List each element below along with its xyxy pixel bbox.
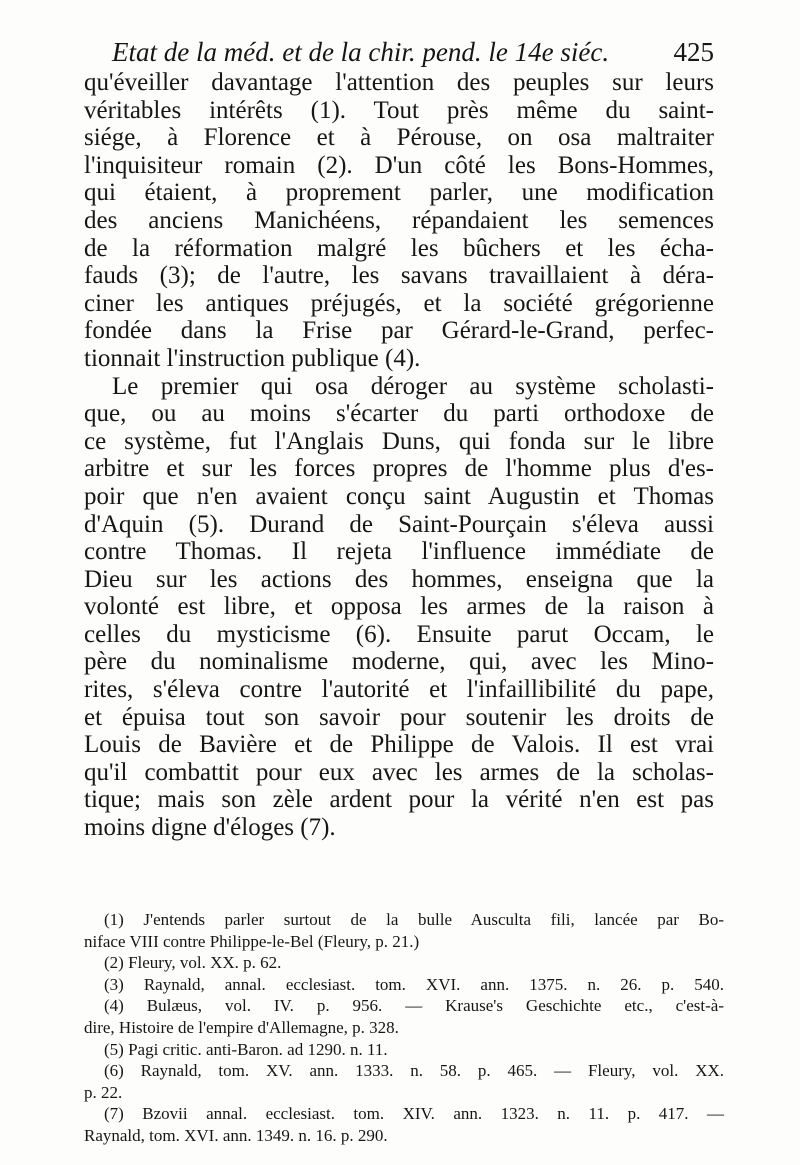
text-line: père du nominalisme moderne, qui, avec les Mino- <box>84 648 714 676</box>
footnote-6-cont: p. 22. <box>84 1082 123 1102</box>
main-text <box>84 69 714 842</box>
text-line: Le premier qui osa déroger au système scholasti- <box>112 372 714 400</box>
text-line: celles du mysticisme (6). Ensuite parut Occam, le <box>84 620 714 648</box>
text-line: contre Thomas. Il rejeta l'influence immédiate de <box>84 538 714 566</box>
text-line: volonté est libre, et opposa les armes de la raison à <box>84 593 714 621</box>
text-line: que, ou au moins s'écarter du parti orthodoxe de <box>84 400 714 428</box>
text-line: siége, à Florence et à Pérouse, on osa maltraiter <box>84 124 714 152</box>
footnote-1-cont: niface VIII contre Philippe-le-Bel (Fleury, p. 21.) <box>84 931 420 951</box>
paragraph-2 <box>84 373 714 842</box>
page-number: 425 <box>673 37 714 67</box>
running-header <box>112 36 712 68</box>
text-line: tionnait l'instruction publique (4). <box>84 344 421 372</box>
text-line: l'inquisiteur romain (2). D'un côté les Bons-Hommes, <box>84 151 714 179</box>
footnote-3: (3) Raynald, annal. ecclesiast. tom. XVI. ann. 1375. n. 26. p. 540. <box>104 974 724 994</box>
footnote-4-cont: dire, Histoire de l'empire d'Allemagne, p. 328. <box>84 1017 399 1037</box>
text-line: ciner les antiques préjugés, et la société grégorienne <box>84 289 714 317</box>
text-line: véritables intérêts (1). Tout près même du saint- <box>84 96 714 124</box>
paragraph-1 <box>84 69 714 373</box>
text-line: rites, s'éleva contre l'autorité et l'infaillibilité du pape, <box>84 676 714 704</box>
text-line: et épuisa tout son savoir pour soutenir les droits de <box>84 703 714 731</box>
text-line: des anciens Manichéens, répandaient les semences <box>84 206 714 234</box>
text-line: qu'il combattit pour eux avec les armes de la scholas- <box>84 758 714 786</box>
footnote-7: (7) Bzovii annal. ecclesiast. tom. XIV. ann. 1323. n. 11. p. 417. — <box>104 1104 724 1124</box>
footnote-6: (6) Raynald, tom. XV. ann. 1333. n. 58. p. 465. — Fleury, vol. XX. <box>104 1061 724 1081</box>
text-line: d'Aquin (5). Durand de Saint-Pourçain s'éleva aussi <box>84 510 714 538</box>
text-line: ce système, fut l'Anglais Duns, qui fonda sur le libre <box>84 427 714 455</box>
text-line: fondée dans la Frise par Gérard-le-Grand, perfec- <box>84 317 714 345</box>
footnote-4: (4) Bulæus, vol. IV. p. 956. — Krause's Geschichte etc., c'est-à- <box>104 996 724 1016</box>
footnote-7-cont: Raynald, tom. XVI. ann. 1349. n. 16. p. 290. <box>84 1125 388 1145</box>
text-line: fauds (3); de l'autre, les savans travaillaient à déra- <box>84 262 714 290</box>
text-line: poir que n'en avaient conçu saint Augustin et Thomas <box>84 482 714 510</box>
text-line: de la réformation malgré les bûchers et les écha- <box>84 234 714 262</box>
text-line: moins digne d'éloges (7). <box>84 814 336 842</box>
text-line: arbitre et sur les forces propres de l'homme plus d'es- <box>84 455 714 483</box>
footnote-2: (2) Fleury, vol. XX. p. 62. <box>104 953 282 973</box>
text-line: Dieu sur les actions des hommes, enseigna que la <box>84 565 714 593</box>
footnote-5: (5) Pagi critic. anti-Baron. ad 1290. n. 11. <box>104 1039 388 1059</box>
text-line: qui étaient, à proprement parler, une modification <box>84 179 714 207</box>
text-line: tique; mais son zèle ardent pour la vérité n'en est pas <box>84 786 714 814</box>
text-line: qu'éveiller davantage l'attention des peuples sur leurs <box>84 69 714 96</box>
footnote-1: (1) J'entends parler surtout de la bulle Ausculta fili, lancée par Bo- <box>104 910 724 929</box>
running-title: Etat de la méd. et de la chir. pend. le 14e siéc. <box>112 37 610 67</box>
text-line: Louis de Bavière et de Philippe de Valois. Il est vrai <box>84 731 714 759</box>
footnotes <box>84 909 724 1147</box>
